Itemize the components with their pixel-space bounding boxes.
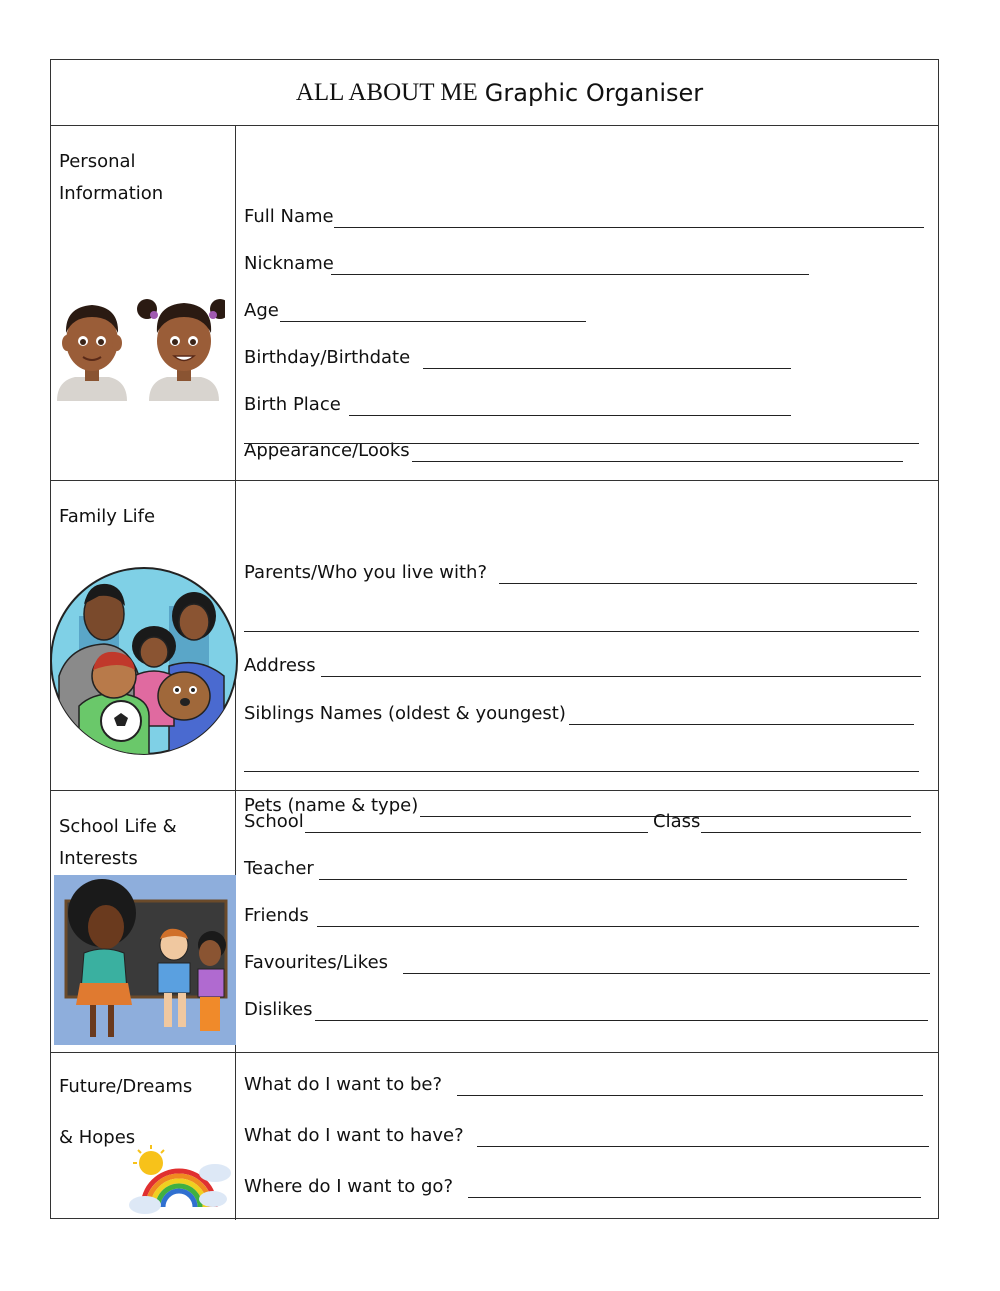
organiser-sheet xyxy=(50,59,939,1219)
section-label-personal: Personal Information xyxy=(59,151,164,204)
field-birth-place[interactable]: Birth Place xyxy=(244,394,341,415)
boy-and-girl-icon xyxy=(55,281,225,406)
age-line[interactable] xyxy=(280,321,586,322)
field-pets[interactable]: Pets (name & type) xyxy=(244,795,419,816)
section-family xyxy=(51,481,938,816)
field-dislikes[interactable]: Dislikes xyxy=(244,999,313,1020)
title-part2: Graphic Organiser xyxy=(484,78,704,107)
birthday-line[interactable] xyxy=(423,368,791,369)
section-label-school: School Life & Interests xyxy=(59,816,177,869)
personal-label-cell xyxy=(51,126,236,480)
family-icon xyxy=(49,566,239,756)
field-class[interactable]: Class xyxy=(653,811,701,832)
want-to-be-line[interactable] xyxy=(457,1095,923,1096)
parents-line-2[interactable] xyxy=(244,631,919,632)
friends-line[interactable] xyxy=(317,926,919,927)
favourites-line[interactable] xyxy=(403,973,930,974)
teacher-and-students-icon xyxy=(54,875,236,1045)
birth-place-line[interactable] xyxy=(349,415,791,416)
class-line[interactable] xyxy=(701,832,921,833)
school-line[interactable] xyxy=(305,832,648,833)
appearance-line-2[interactable] xyxy=(244,443,919,444)
section-future xyxy=(51,1053,938,1220)
section-label-future: Future/Dreams & Hopes xyxy=(59,1076,193,1148)
field-want-to-have[interactable]: What do I want to have? xyxy=(244,1125,464,1146)
section-school xyxy=(51,791,938,1053)
field-teacher[interactable]: Teacher xyxy=(244,858,314,879)
school-label-cell xyxy=(51,791,236,1052)
field-friends[interactable]: Friends xyxy=(244,905,309,926)
siblings-line[interactable] xyxy=(569,724,914,725)
field-full-name[interactable]: Full Name xyxy=(244,206,334,227)
parents-line[interactable] xyxy=(499,583,917,584)
teacher-line[interactable] xyxy=(319,879,907,880)
title-part1: ALL ABOUT ME xyxy=(295,78,478,106)
field-birthday[interactable]: Birthday/Birthdate xyxy=(244,347,411,368)
family-label-cell xyxy=(51,481,236,790)
full-name-line[interactable] xyxy=(334,227,924,228)
dislikes-line[interactable] xyxy=(315,1020,928,1021)
field-age[interactable]: Age xyxy=(244,300,279,321)
want-to-go-line[interactable] xyxy=(468,1197,921,1198)
field-want-to-be[interactable]: What do I want to be? xyxy=(244,1074,442,1095)
address-line[interactable] xyxy=(321,676,921,677)
field-parents[interactable]: Parents/Who you live with? xyxy=(244,562,487,583)
want-to-have-line[interactable] xyxy=(477,1146,929,1147)
field-siblings[interactable]: Siblings Names (oldest & youngest) xyxy=(244,703,566,724)
section-label-family: Family Life xyxy=(59,506,156,527)
field-address[interactable]: Address xyxy=(244,655,316,676)
field-want-to-go[interactable]: Where do I want to go? xyxy=(244,1176,453,1197)
field-favourites[interactable]: Favourites/Likes xyxy=(244,952,389,973)
future-label-cell xyxy=(51,1053,236,1220)
appearance-line[interactable] xyxy=(412,461,903,462)
nickname-line[interactable] xyxy=(331,274,809,275)
section-personal xyxy=(51,126,938,481)
rainbow-icon xyxy=(129,1145,231,1215)
page-title xyxy=(51,60,938,126)
field-appearance[interactable]: Appearance/Looks xyxy=(244,440,410,461)
field-nickname[interactable]: Nickname xyxy=(244,253,334,274)
field-school[interactable]: School xyxy=(244,811,304,832)
siblings-line-2[interactable] xyxy=(244,771,919,772)
